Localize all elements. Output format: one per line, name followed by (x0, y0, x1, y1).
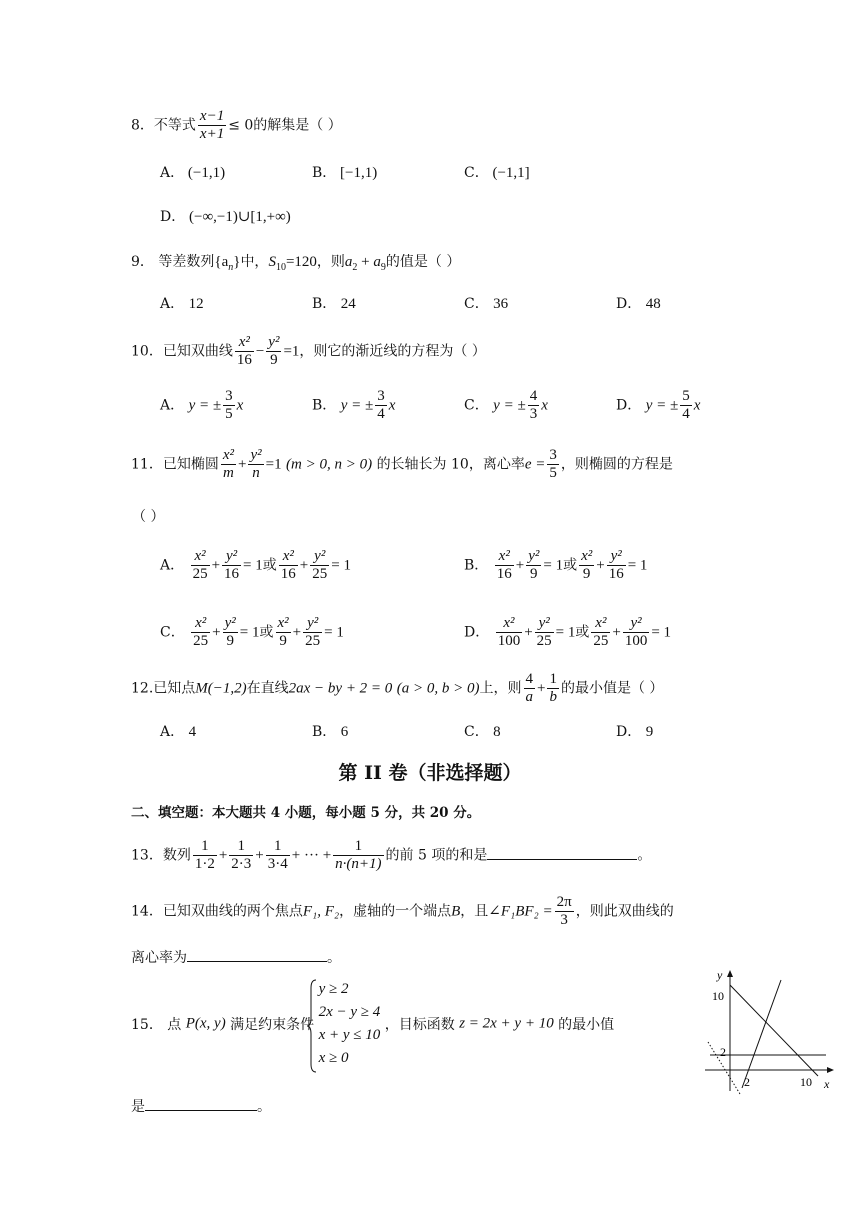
x-axis-label: x (824, 1077, 830, 1091)
y-axis (727, 970, 733, 1091)
option-a[interactable]: A． 12 (160, 296, 204, 312)
constraint: y ≥ 2 (318, 981, 349, 997)
question-15-line2: 是 。 (131, 1096, 271, 1116)
question-12: 12.已知点M(−1,2)在直线2ax − by + 2 = 0 (a > 0, b > 0)上，则 $\frac{4}{a}$ + $\frac{1}{b}$ 的最小值是（ ） (131, 671, 664, 705)
option-c[interactable]: C． $\frac{\text{x²}}{25}$ + $\frac{\text{y²}}{9}$ = 1或 $\frac{\text{x²}}{9}$ + $\frac{\text{y²}}{25}$ = 1 (160, 615, 344, 649)
option-c[interactable]: C． 36 (464, 296, 509, 312)
brace-icon (307, 978, 317, 1074)
line-2x-minus-y-4 (742, 980, 781, 1088)
y-axis-label: y (717, 968, 723, 982)
tick-y2: 2 (720, 1045, 726, 1059)
option-c[interactable]: C． y = ± $\frac{4}{3}$ x (464, 388, 548, 422)
option-d[interactable]: D． 48 (616, 296, 661, 312)
tick-x10: 10 (800, 1075, 812, 1089)
option-a[interactable]: A． (−1,1) (160, 165, 226, 181)
constraint-graph (700, 966, 840, 1096)
answer-blank[interactable] (487, 845, 637, 860)
option-a[interactable]: A． y = ± $\frac{3}{5}$ x (160, 388, 244, 422)
question-13: 13．数列 $\frac{1}{1\cdot 2}$ + $\frac{1}{2\cdot 3}$ + $\frac{1}{3\cdot 4}$ + ··· + $\frac{1}{n\cdot(n+1)}$ 的前 5 项的和是 。 (131, 838, 652, 872)
question-14: 14．已知双曲线的两个焦点F₁, F₂，虚轴的一个端点B，且∠F₁BF₂ = $\frac{2\pi}{3}$ ，则此双曲线的 (131, 894, 674, 928)
question-number: 14． (131, 903, 163, 920)
answer-blank[interactable] (187, 947, 327, 962)
constraint-system (319, 978, 381, 1070)
question-number: 15． (131, 1017, 163, 1033)
option-a[interactable]: A． 4 (160, 724, 197, 740)
option-d[interactable]: D． (−∞,−1)∪[1,+∞) (160, 209, 291, 225)
question-number: 10． (131, 343, 163, 360)
option-d[interactable]: D． $\frac{\text{x²}}{100}$ + $\frac{\text{y²}}{25}$ = 1或 $\frac{\text{x²}}{25}$ + $\frac{\text{y²}}{100}$ = 1 (464, 615, 672, 649)
section-title: 第 II 卷（非选择题） (338, 762, 522, 784)
option-b[interactable]: B． $\frac{\text{x²}}{16}$ + $\frac{\text{y²}}{9}$ = 1或 $\frac{\text{x²}}{9}$ + $\frac{\text{y²}}{16}$ = 1 (464, 548, 648, 582)
constraint: 2x − y ≥ 4 (318, 1004, 381, 1020)
answer-blank[interactable] (145, 1096, 257, 1111)
question-14-line2: 离心率为 。 (131, 947, 341, 967)
question-text: 不等式 (153, 117, 196, 134)
option-a[interactable]: A． $\frac{\text{x²}}{25}$ + $\frac{\text{y²}}{16}$ = 1或 $\frac{\text{x²}}{16}$ + $\frac{\text{y²}}{25}$ = 1 (160, 548, 351, 582)
option-b[interactable]: B． [−1,1) (312, 165, 378, 181)
question-10: 10．已知双曲线 $\frac{\text{x²}}{16}$ − $\frac{\text{y²}}{9}$ =1，则它的渐近线的方程为（ ） (131, 334, 486, 368)
question-9: 9． 等差数列$\{a_n\}$中，$S_{10}=120$，则$a_2 + a_9$的值是（ ） (131, 254, 461, 273)
question-number: 11． (131, 456, 163, 473)
option-c[interactable]: C． (−1,1] (464, 165, 530, 181)
question-text: ≤ 0的解集是（ ） (228, 117, 342, 134)
option-b[interactable]: B． y = ± $\frac{3}{4}$ x (312, 388, 396, 422)
question-15: 15． 点 P(x, y) 满足约束条件 y ≥ 2 2x − y ≥ 4 x + y ≤ 10 x ≥ 0 ，目标函数 z = 2x + y + 10 的最小值 (131, 978, 614, 1070)
tick-y10: 10 (712, 989, 724, 1003)
question-number: 12. (131, 680, 154, 697)
option-d[interactable]: D． y = ± $\frac{5}{4}$ x (616, 388, 701, 422)
question-11-paren: （ ） (132, 509, 165, 525)
question-11: 11．已知椭圆 $\frac{\text{x²}}{m}$ + $\frac{\text{y²}}{n}$ =1 (m > 0, n > 0) 的长轴长为 10，离心率e = $\frac{3}{5}$ ，则椭圆的方程是 (131, 447, 673, 481)
option-b[interactable]: B． 6 (312, 724, 349, 740)
tick-x2: 2 (744, 1075, 750, 1089)
section-heading: 二、填空题：本大题共 4 小题，每小题 5 分，共 20 分。 (131, 805, 481, 821)
question-number: 13． (131, 847, 163, 864)
fraction: $\frac{x-1}{x+1}$ (199, 108, 225, 142)
constraint: x ≥ 0 (318, 1050, 349, 1066)
constraint: x + y ≤ 10 (318, 1027, 381, 1043)
question-8 (131, 108, 342, 143)
option-b[interactable]: B． 24 (312, 296, 356, 312)
option-c[interactable]: C． 8 (464, 724, 501, 740)
question-number: 8． (131, 117, 154, 134)
question-number: 9． (131, 254, 154, 270)
option-d[interactable]: D． 9 (616, 724, 654, 740)
